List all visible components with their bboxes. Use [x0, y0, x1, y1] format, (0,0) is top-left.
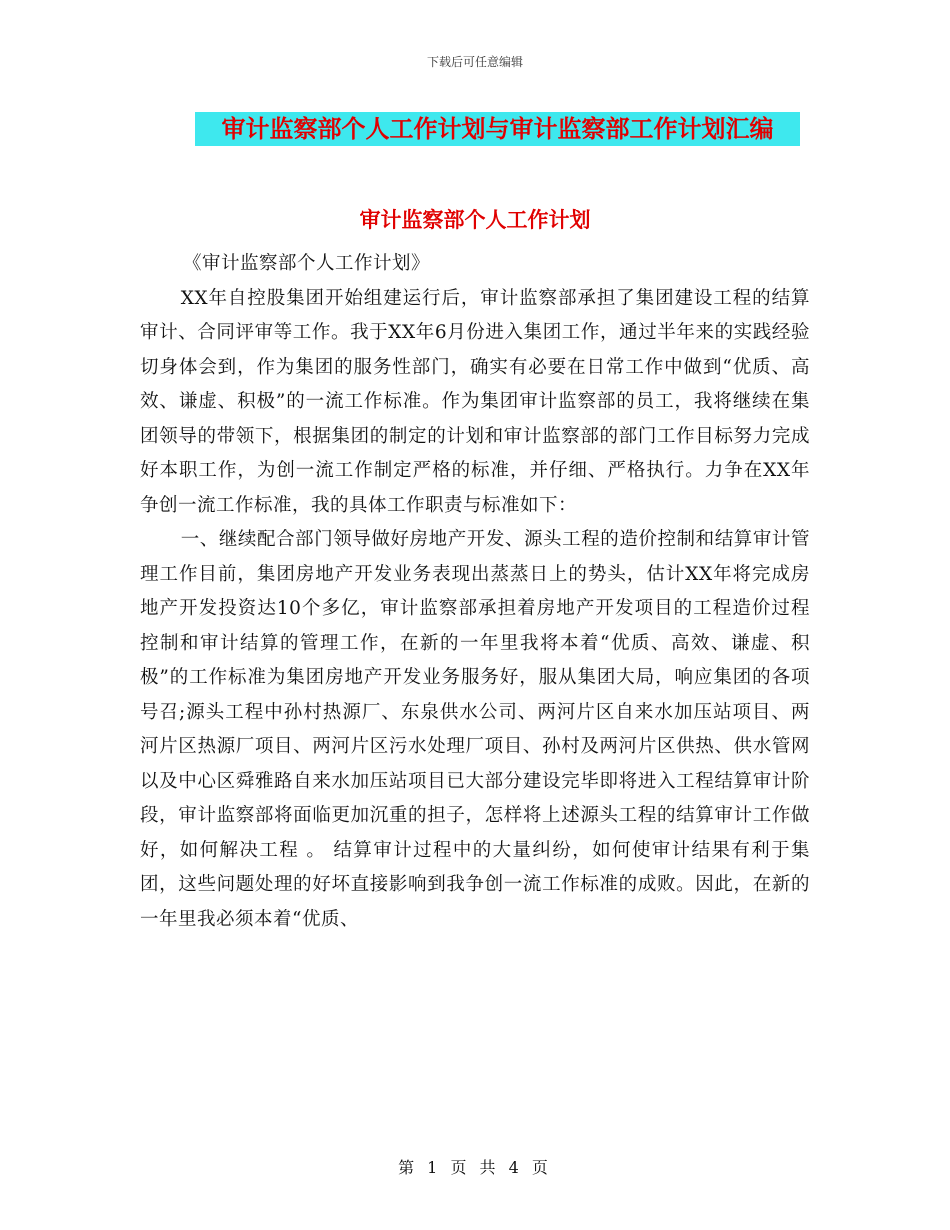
paragraph: XX年自控股集团开始组建运行后，审计监察部承担了集团建设工程的结算审计、合同评审等工作。我于XX年6月份进入集团工作，通过半年来的实践经验切身体会到，作为集团的服务性部门，确实有必要在日常工作中做到“优质、高效、谦虚、积极”的一流工作标准。作为集团审计监察部的员工，我将继续在集团领导的带领下，根据集团的制定的计划和审计监察部的部门工作目标努力完成好本职工作，为创一流工作制定严格的标准，并仔细、严格执行。力争在XX年争创一流工作标准，我的具体工作职责与标准如下： [140, 287, 810, 516]
page-footer: 第 1 页 共 4 页 [398, 1158, 552, 1177]
header-note: 下载后可任意编辑 [426, 55, 523, 69]
paragraph: 一、继续配合部门领导做好房地产开发、源头工程的造价控制和结算审计管理工作目前，集团房地产开发业务表现出蒸蒸日上的势头，估计XX年将完成房地产开发投资达10个多亿，审计监察部承担着房地产开发项目的工程造价过程控制和审计结算的管理工作，在新的一年里我将本着“优质、高效、谦虚、积极”的工作标准为集团房地产开发业务服务好，服从集团大局，响应集团的各项号召;源头工程中孙村热源厂、东泉供水公司、两河片区自来水加压站项目、两河片区热源厂项目、两河片区污水处理厂项目、孙村及两河片区供热、供水管网以及中心区舜雅路自来水加压站项目已大部分建设完毕即将进入工程结算审计阶段，审计监察部将面临更加沉重的担子，怎样将上述源头工程的结算审计工作做好，如何解决工程 。 结算审计过程中的大量纠纷，如何使审计结果有利于集团，这些问题处理的好坏直接影响到我争创一流工作标准的成败。因此，在新的一年里我必须本着“优质、 [140, 529, 810, 930]
document-body [140, 247, 810, 937]
sub-title: 审计监察部个人工作计划 [359, 208, 591, 232]
main-title: 审计监察部个人工作计划与审计监察部工作计划汇编 [221, 115, 774, 143]
book-title: 《审计监察部个人工作计划》 [183, 253, 431, 274]
